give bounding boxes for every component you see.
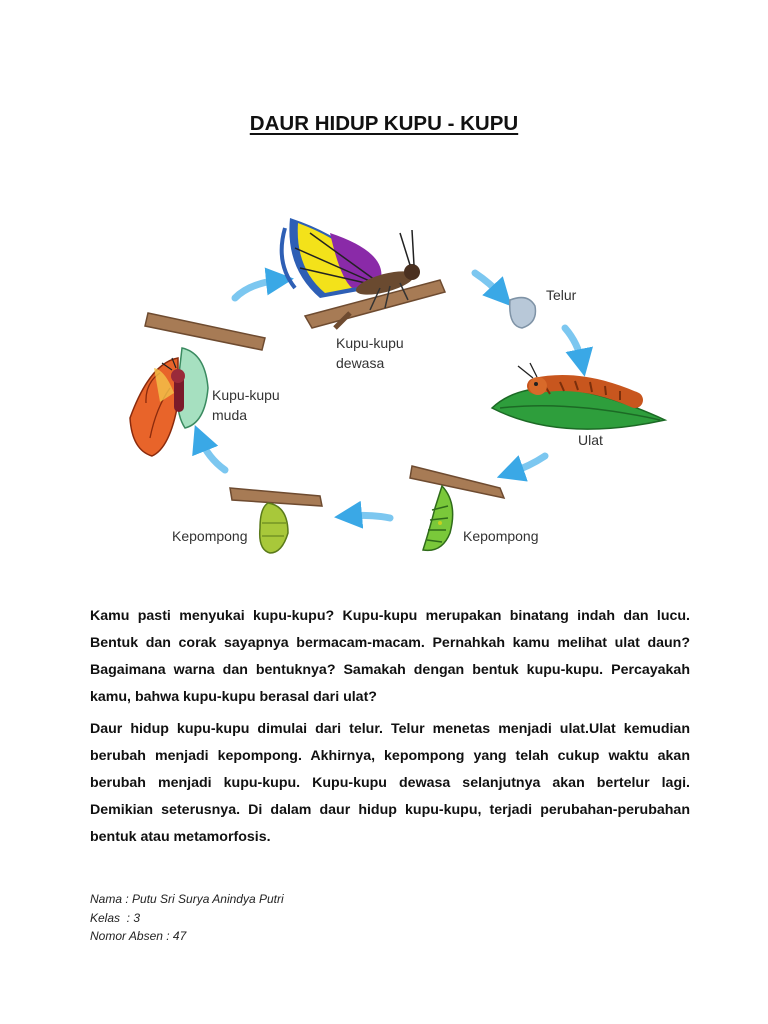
arrow-to-adult — [235, 280, 280, 298]
young-butterfly-illustration — [130, 313, 265, 456]
label-kupu-dewasa-line1: Kupu-kupu — [336, 335, 404, 351]
title-text: DAUR HIDUP KUPU - KUPU — [249, 112, 519, 135]
life-cycle-diagram — [90, 188, 680, 568]
caterpillar-illustration — [492, 363, 665, 429]
arrow-to-young — [200, 438, 225, 470]
label-kepompong-left: Kepompong — [172, 528, 248, 544]
student-name: Nama : Putu Sri Surya Anindya Putri — [90, 892, 284, 906]
paragraph-intro: Kamu pasti menyukai kupu-kupu? Kupu-kupu merupakan binatang indah dan lucu. Bentuk dan corak sayapnya bermacam-macam. Pernahkah kamu melihat ulat daun? Bagaimana warna dan bentuknya? Samakah dengan bentuk kupu-kupu. Percayakah kamu, bahwa kupu-kupu berasal dari ulat? — [90, 608, 690, 705]
student-info — [90, 890, 284, 946]
egg-illustration — [510, 298, 536, 328]
label-kupu-dewasa-line2: dewasa — [336, 355, 385, 371]
page-title — [0, 112, 768, 136]
label-kupu-muda-line1: Kupu-kupu — [212, 387, 280, 403]
label-telur: Telur — [546, 287, 577, 303]
student-class: Kelas : 3 — [90, 910, 141, 925]
student-number: Nomor Absen : 47 — [90, 929, 187, 943]
arrow-to-pupa — [510, 456, 545, 473]
arrow-pupa-to-pupa — [348, 515, 390, 518]
paragraph-cycle: Daur hidup kupu-kupu dimulai dari telur. Telur menetas menjadi ulat.Ulat kemudian berubah menjadi kepompong. Akhirnya, kepompong yang telah cukup waktu akan berubah menjadi kupu-kupu. Kupu-kupu dewasa selanjutnya akan bertelur lagi. Demikian seterusnya. Di dalam daur hidup kupu-kupu, terjadi perubahan-perubahan bentuk atau metamorfosis. — [90, 721, 690, 845]
label-ulat: Ulat — [578, 432, 603, 448]
adult-butterfly-illustration — [282, 218, 445, 328]
arrow-to-egg — [475, 273, 502, 296]
label-kepompong-right: Kepompong — [463, 528, 539, 544]
label-kupu-muda-line2: muda — [212, 407, 248, 423]
arrow-to-caterpillar — [565, 328, 582, 363]
